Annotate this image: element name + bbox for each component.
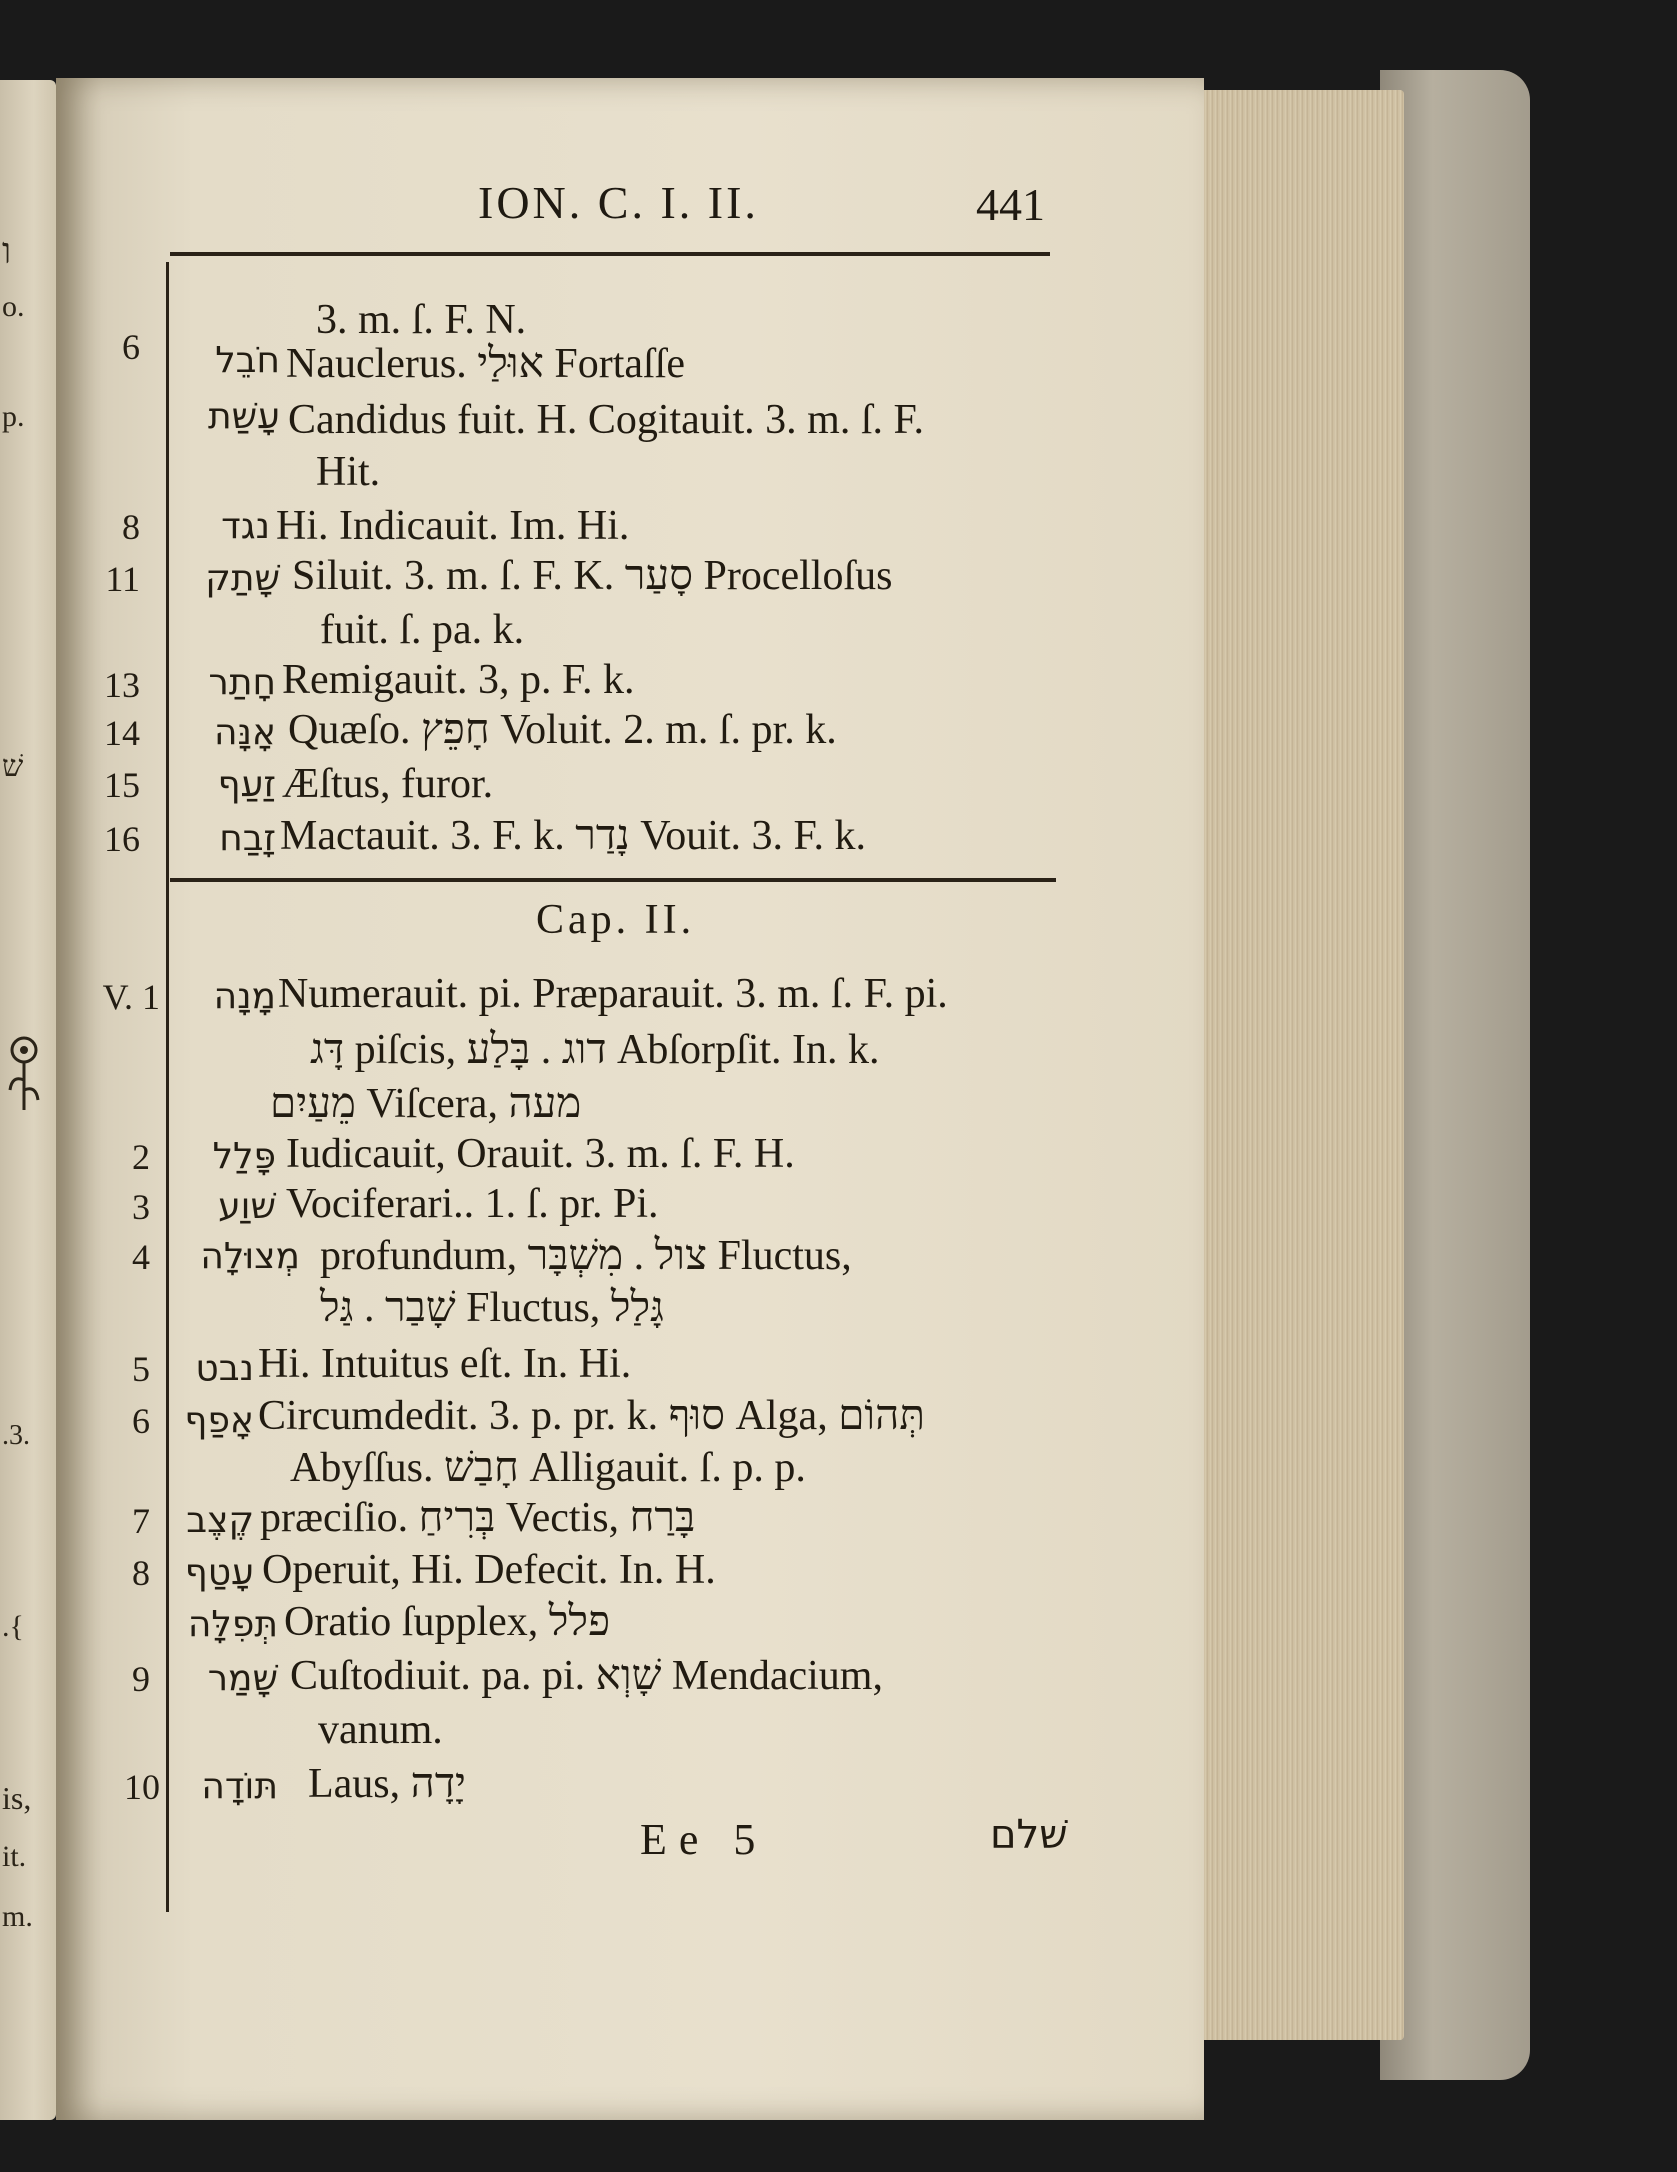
verse-number: 15 (104, 765, 140, 805)
verse-number: 6 (122, 327, 140, 367)
hebrew-lemma: תְּפִלָּה (187, 1604, 278, 1645)
entry-text: Oratio ſupplex, פלל (284, 1599, 611, 1645)
entry-text: Iudicauit, Orauit. 3. m. ſ. F. H. (286, 1131, 795, 1177)
entry-text: דָּג piſcis, דוג . בָּלַע Abſorpſit. In. k. (310, 1027, 880, 1073)
verse-number: 13 (104, 665, 140, 705)
verse-number: 6 (132, 1401, 150, 1441)
entry-text: Cuſtodiuit. pa. pi. שָׁוְא Mendacium, (290, 1653, 883, 1699)
column-rule (166, 262, 169, 1912)
left-fragment: ו (2, 231, 12, 271)
hebrew-lemma: פָּלַל (212, 1136, 276, 1177)
verse-number: 2 (132, 1137, 150, 1177)
left-fragment: o. (2, 290, 25, 323)
entry-text: Mactauit. 3. F. k. נָדַר Vouit. 3. F. k. (280, 813, 867, 859)
flower-ornament-icon (4, 1020, 44, 1120)
hebrew-lemma: תּוֹדָה (201, 1766, 278, 1807)
entry-text: fuit. ſ. pa. k. (320, 607, 525, 653)
verse-number: 9 (132, 1659, 150, 1699)
chapter-rule (170, 878, 1056, 882)
entry-text: Siluit. 3. m. ſ. F. K. סָעַר Procelloſus (292, 553, 893, 599)
hebrew-lemma: קֶצֶב (186, 1500, 254, 1541)
hebrew-lemma: אָנָּה (214, 712, 276, 753)
verse-number: 8 (122, 507, 140, 547)
verse-number: 4 (132, 1237, 150, 1277)
left-fragment: שׁ (2, 750, 24, 783)
entry-text: Operuit, Hi. Defecit. In. H. (262, 1547, 716, 1593)
entry-text: Quæſo. חָפֵץ Voluit. 2. m. ſ. pr. k. (288, 707, 837, 753)
left-fragment: it. (2, 1840, 27, 1873)
hebrew-lemma: עָשַׁת (207, 396, 280, 437)
entry-text: שָׁבַר . גַּל Fluctus, גָּלַל (320, 1285, 664, 1331)
page-edges (1204, 90, 1404, 2040)
entry-text: Hi. Indicauit. Im. Hi. (276, 503, 630, 549)
entry-text: præciſio. בְּרִיחַ Vectis, בָּרַח (260, 1495, 696, 1541)
entry-text: vanum. (318, 1707, 443, 1753)
left-fragment: is, (2, 1780, 32, 1816)
entry-text: Candidus fuit. H. Cogitauit. 3. m. ſ. F. (288, 397, 924, 443)
hebrew-lemma: שָׁמַר (207, 1658, 278, 1699)
left-fragment: m. (2, 1900, 33, 1933)
left-fragment: .3. (2, 1420, 30, 1451)
verse-number: 5 (132, 1349, 150, 1389)
verse-number: 11 (105, 559, 140, 599)
verse-number: V. 1 (102, 977, 160, 1017)
entry-text: מֵעַיִם Viſcera, מעה (270, 1081, 582, 1127)
chapter-heading: Cap. II. (536, 897, 696, 943)
hebrew-lemma: מָנָה (213, 976, 276, 1017)
entry-text: profundum, צול . מִשְׁבָּר Fluctus, (320, 1233, 852, 1279)
hebrew-lemma: חֹבֵל (215, 340, 280, 381)
hebrew-lemma: חָתַר (208, 662, 276, 703)
entry-text: Laus, יָדָה (308, 1761, 467, 1807)
entry-text: Vociferari.. 1. ſ. pr. Pi. (286, 1181, 659, 1227)
left-fragment: p. (2, 400, 25, 433)
hebrew-lemma: מְצוּלָה (200, 1236, 300, 1277)
hebrew-lemma: נגד (221, 506, 270, 547)
entry-text: Numerauit. pi. Præparauit. 3. m. ſ. F. pi. (278, 971, 948, 1017)
page-number: 441 (976, 179, 1045, 230)
verse-number: 10 (124, 1767, 160, 1807)
hebrew-lemma: עָטַף (184, 1552, 254, 1593)
hebrew-lemma: שָׁתַק (205, 558, 280, 599)
entry-text: 3. m. ſ. F. N. (316, 297, 527, 343)
catchword: שׁלם (990, 1812, 1068, 1858)
signature-mark: Ee 5 (640, 1815, 768, 1864)
verse-number: 3 (132, 1187, 150, 1227)
verse-number: 14 (104, 713, 140, 753)
entry-text: Æſtus, furor. (282, 761, 494, 807)
entry-text: Circumdedit. 3. p. pr. k. סוּף Alga, תְּהוֹם (258, 1393, 925, 1439)
entry-text: Hit. (316, 449, 381, 495)
entry-text: Hi. Intuitus eſt. In. Hi. (258, 1341, 632, 1387)
verse-number: 8 (132, 1553, 150, 1593)
entry-text: Nauclerus. אוּלַי Fortaſſe (286, 341, 686, 387)
hebrew-lemma: אָפַף (184, 1400, 254, 1441)
hebrew-lemma: זַעַף (217, 764, 276, 805)
verse-number: 7 (132, 1501, 150, 1541)
hebrew-lemma: שׁוַע (218, 1186, 276, 1227)
header-rule (170, 252, 1050, 256)
verse-number: 16 (104, 819, 140, 859)
running-title: ION. C. I. II. (478, 177, 759, 228)
entry-text: Abyſſus. חָבַשׁ Alligauit. ſ. p. p. (290, 1445, 806, 1491)
hebrew-lemma: זָבַח (219, 818, 276, 859)
entry-text: Remigauit. 3, p. F. k. (282, 657, 635, 703)
left-fragment: .{ (2, 1610, 24, 1643)
hebrew-lemma: נבט (195, 1348, 254, 1389)
